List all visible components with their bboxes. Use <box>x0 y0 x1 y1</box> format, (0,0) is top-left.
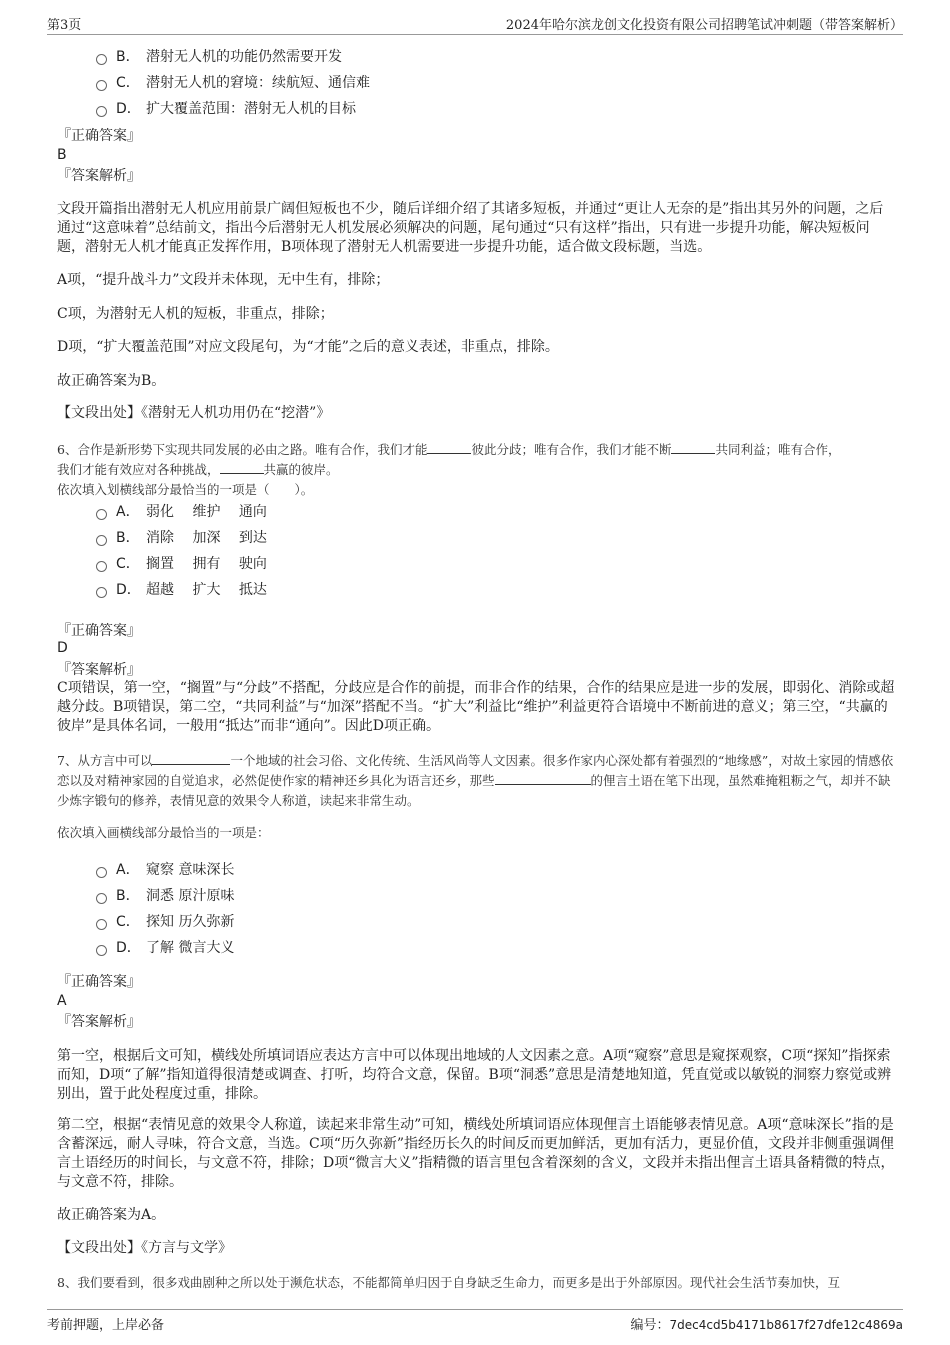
q7-option-c[interactable]: C． 探知 历久弥新 <box>96 912 234 932</box>
q6-option-c[interactable]: C． 搁置 拥有 驶向 <box>96 554 267 574</box>
blank-line <box>220 473 264 474</box>
q5-analysis-label: 『答案解析』 <box>57 168 141 184</box>
q6-prompt: 依次填入划横线部分最恰当的一项是（ ）。 <box>57 482 314 497</box>
q7-source: 【文段出处】《方言与文学》 <box>57 1240 232 1256</box>
q5-analysis-c: C项，为潜射无人机的短板，非重点，排除； <box>57 306 334 322</box>
q6-stem: 6、合作是新形势下实现共同发展的必由之路。唯有合作，我们才能 彼此分歧；唯有合作，我们才能不断 共同利益；唯有合作， 我们才能有效应对各种挑战， 共赢的彼岸。 依次填入划横线部分最恰当的一项是（ ）。 <box>57 442 841 497</box>
footer-slogan: 考前押题，上岸必备 <box>47 1318 165 1333</box>
radio-icon[interactable] <box>96 509 107 520</box>
q8-stem: 8、我们要看到，很多戏曲剧种之所以处于濒危状态，不能都简单归因于自身缺乏生命力，而更多是出于外部原因。现代社会生活节奏加快，互 <box>57 1275 840 1290</box>
radio-icon[interactable] <box>96 587 107 598</box>
q6-option-d[interactable]: D． 超越 扩大 抵达 <box>96 580 267 600</box>
page-header <box>47 14 903 35</box>
q6-option-a[interactable]: A． 弱化 维护 通向 <box>96 502 267 522</box>
radio-icon[interactable] <box>96 893 107 904</box>
q5-option-b[interactable]: B． 潜射无人机的功能仍然需要开发 <box>96 47 342 67</box>
radio-icon[interactable] <box>96 867 107 878</box>
q7-option-a[interactable]: A． 窥察 意味深长 <box>96 860 234 880</box>
blank-line <box>671 453 715 454</box>
q5-answer: B <box>57 147 67 163</box>
q7-option-b[interactable]: B． 洞悉 原汁原味 <box>96 886 234 906</box>
q6-answer-label: 『正确答案』 <box>57 623 141 639</box>
q6-analysis-label: 『答案解析』 <box>57 662 141 678</box>
page-number: 第3页 <box>47 18 82 33</box>
q7-answer-label: 『正确答案』 <box>57 974 141 990</box>
radio-icon[interactable] <box>96 535 107 546</box>
q5-analysis-a: A项，“提升战斗力”文段并未体现，无中生有，排除； <box>57 272 390 288</box>
radio-icon[interactable] <box>96 561 107 572</box>
q5-answer-label: 『正确答案』 <box>57 128 141 144</box>
q7-analysis-blank2: 第二空，根据“表情见意的效果令人称道，读起来非常生动”可知，横线处所填词语应体现俚言土语能够表情见意。A项“意味深长”指的是含蓄深远，耐人寻味，符合文意，当选。C项“历久弥新”指经历长久的时间反而更加鲜活，更加有活力，更显价值，文段并非侧重强调俚言土语经历的时间长，与文意不符，排除；D项“微言大义”指精微的语言里包含着深刻的含义，文段并未指出俚言土语具备精微的特点，与文意不符，排除。 <box>57 1117 895 1190</box>
radio-icon[interactable] <box>96 80 107 91</box>
page-footer <box>47 1309 903 1332</box>
document-code: 编号：7dec4cd5b4171b8617f27dfe12c4869a <box>630 1318 903 1333</box>
radio-icon[interactable] <box>96 945 107 956</box>
q7-stem: 7、从方言中可以 一个地域的社会习俗、文化传统、生活风尚等人文因素。很多作家内心深处都有着强烈的“地缘感”，对故土家园的情感依恋以及对精神家园的自觉追求，必然促使作家的精神还乡具化为语言还乡，那些 的俚言土语在笔下出现，虽然难掩粗粝之气，却并不缺少炼字锻句的修养，表情见意的效果令人称道，读起来非常生动。 <box>57 753 894 808</box>
q7-analysis-blank1: 第一空，根据后文可知，横线处所填词语应表达方言中可以体现出地域的人文因素之意。A项“窥察”意思是窥探观察，C项“探知”指探索而知，D项“了解”指知道得很清楚或调查、打听，均符合文意，保留。B项“洞悉”意思是清楚地知道，凭直觉或以敏锐的洞察力察觉或辨别出，置于此处程度过重，排除。 <box>57 1048 892 1102</box>
blank-line <box>495 784 591 785</box>
q7-prompt: 依次填入画横线部分最恰当的一项是： <box>57 825 270 840</box>
q7-analysis-label: 『答案解析』 <box>57 1014 141 1030</box>
q5-analysis-d: D项，“扩大覆盖范围”对应文段尾句，为“才能”之后的意义表述，非重点，排除。 <box>57 339 559 355</box>
q7-conclusion: 故正确答案为A。 <box>57 1207 166 1223</box>
q5-option-c[interactable]: C． 潜射无人机的窘境：续航短、通信难 <box>96 73 370 93</box>
q5-source: 【文段出处】《潜射无人机功用仍在“挖潜”》 <box>57 405 331 421</box>
radio-icon[interactable] <box>96 54 107 65</box>
radio-icon[interactable] <box>96 106 107 117</box>
q6-answer: D <box>57 640 68 656</box>
blank-line <box>152 764 230 765</box>
q7-option-d[interactable]: D． 了解 微言大义 <box>96 938 234 958</box>
q5-analysis-paragraph: 文段开篇指出潜射无人机应用前景广阔但短板也不少，随后详细介绍了其诸多短板，并通过“更让人无奈的是”指出其另外的问题，之后通过“这意味着”总结前文，指出今后潜射无人机发展必须解决的问题，尾句通过“只有这样”指出，只有进一步提升功能，解决短板问题，潜射无人机才能真正发挥作用，B项体现了潜射无人机需要进一步提升功能，适合做文段标题，当选。 <box>57 201 884 255</box>
q6-option-b[interactable]: B． 消除 加深 到达 <box>96 528 267 548</box>
q5-conclusion: 故正确答案为B。 <box>57 373 166 389</box>
q6-analysis: C项错误，第一空，“搁置”与“分歧”不搭配，分歧应是合作的前提，而非合作的结果，合作的结果应是进一步的发展，即弱化、消除或超越分歧。B项错误，第二空，“共同利益”与“加深”搭配不当。“扩大”利益比“维护”利益更符合语境中不断前进的意义；第三空，“共赢的彼岸”是具体名词，一般用“抵达”而非“通向”。因此D项正确。 <box>57 680 895 734</box>
radio-icon[interactable] <box>96 919 107 930</box>
blank-line <box>427 453 471 454</box>
q5-option-d[interactable]: D． 扩大覆盖范围：潜射无人机的目标 <box>96 99 356 119</box>
q7-answer: A <box>57 993 67 1009</box>
document-title: 2024年哈尔滨龙创文化投资有限公司招聘笔试冲刺题（带答案解析） <box>505 18 903 33</box>
